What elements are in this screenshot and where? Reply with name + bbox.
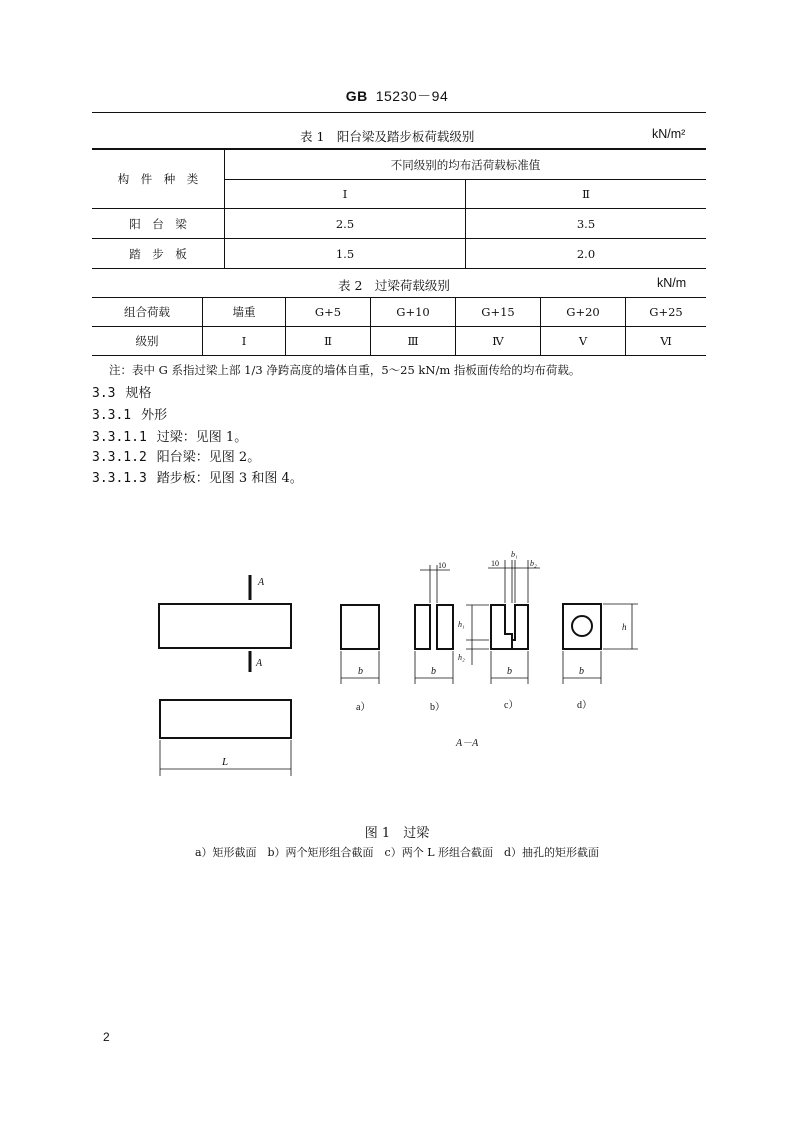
table1-level: Ⅰ (225, 180, 466, 209)
section-heading (92, 382, 152, 401)
sub-label-d: d） (577, 700, 592, 711)
table1-row-name: 踏 步 板 (92, 239, 225, 269)
section-mark-top: A (258, 577, 265, 588)
table2-cell: G+15 (456, 298, 541, 327)
table-row (92, 209, 706, 239)
table2-row-label: 组合荷载 (92, 298, 203, 327)
section-view-label: A－A (456, 738, 479, 749)
b1-label: b₁ (511, 550, 518, 559)
section-c (458, 550, 540, 711)
figure-1-drawing (0, 540, 794, 810)
table1-cell: 2.5 (225, 209, 466, 239)
section-number: 3.3.1.1 (92, 430, 147, 445)
length-label: L (222, 756, 229, 768)
table2-cell: G+10 (371, 298, 456, 327)
section-b (415, 561, 453, 713)
table2-cell: G+20 (541, 298, 626, 327)
h2-label: h₂ (458, 653, 465, 662)
section-title: 外形 (141, 408, 168, 423)
table2-unit: kN/m (657, 276, 687, 290)
table1-group-header: 不同级别的均布活荷载标准值 (225, 150, 707, 180)
h1-label: h₁ (458, 620, 465, 629)
standard-prefix: GB (345, 88, 368, 104)
b2-label: b₂ (530, 559, 537, 568)
figure-title: 图 1 过梁 (364, 826, 430, 841)
sub-label-b: b） (430, 702, 445, 713)
section-number: 3.3.1.3 (92, 471, 147, 486)
header-rule (92, 112, 706, 113)
table2-cell: G+25 (626, 298, 707, 327)
table1 (92, 149, 706, 269)
table2-cell: G+5 (286, 298, 371, 327)
table1-cell: 3.5 (466, 209, 707, 239)
section-title: 阳台梁：见图 2。 (156, 450, 261, 465)
table2-cell: Ⅰ (203, 327, 286, 356)
table1-row-name: 阳 台 梁 (92, 209, 225, 239)
section-d (563, 604, 638, 711)
section-number: 3.3.1 (92, 408, 132, 423)
gap-dim: 10 (491, 559, 499, 568)
table2-cell: 墙重 (203, 298, 286, 327)
figure-subtitle: a）矩形截面 b）两个矩形组合截面 c）两个 L 形组合截面 d）抽孔的矩形截面 (194, 846, 600, 859)
section-title: 过梁：见图 1。 (156, 430, 248, 445)
table-row (92, 327, 706, 356)
section-title: 踏步板：见图 3 和图 4。 (156, 471, 303, 486)
sub-label-c: c） (504, 700, 519, 711)
table1-cell: 1.5 (225, 239, 466, 269)
section-number: 3.3 (92, 386, 116, 401)
section-title: 规格 (125, 386, 152, 401)
page-number: 2 (103, 1030, 110, 1044)
table2 (92, 297, 706, 356)
section-number: 3.3.1.2 (92, 450, 147, 465)
section-heading (92, 446, 260, 465)
table1-level: Ⅱ (466, 180, 707, 209)
width-label: b (579, 666, 584, 677)
section-heading (92, 426, 247, 445)
gap-dim: 10 (438, 561, 446, 570)
table1-col-header: 构 件 种 类 (92, 150, 225, 209)
section-mark-bottom: A (256, 658, 263, 669)
table-note: 注：表中 G 系指过梁上部 1/3 净跨高度的墙体自重，5～25 kN/m 指板面传给的均布荷载。 (109, 363, 581, 377)
standard-code (0, 86, 794, 106)
table-row (92, 298, 706, 327)
section-heading (92, 467, 303, 486)
width-label: b (358, 666, 363, 677)
table1-unit: kN/m² (652, 127, 686, 141)
beam-elevation (159, 575, 291, 672)
table2-cell: Ⅵ (626, 327, 707, 356)
section-a (341, 605, 379, 713)
table1-cell: 2.0 (466, 239, 707, 269)
table2-cell: Ⅲ (371, 327, 456, 356)
width-label: b (431, 666, 436, 677)
height-label: h (622, 622, 627, 632)
table2-row-label: 级别 (92, 327, 203, 356)
sub-label-a: a） (356, 702, 371, 713)
section-heading (92, 404, 167, 423)
table2-cell: Ⅳ (456, 327, 541, 356)
beam-plan (160, 700, 291, 776)
table1-caption: 表 1 阳台梁及踏步板荷载级别 (300, 129, 475, 144)
standard-number: 15230－94 (375, 88, 449, 104)
table2-caption: 表 2 过梁荷载级别 (338, 278, 450, 293)
table2-cell: Ⅱ (286, 327, 371, 356)
table2-cell: Ⅴ (541, 327, 626, 356)
width-label: b (507, 666, 512, 677)
table-row (92, 239, 706, 269)
